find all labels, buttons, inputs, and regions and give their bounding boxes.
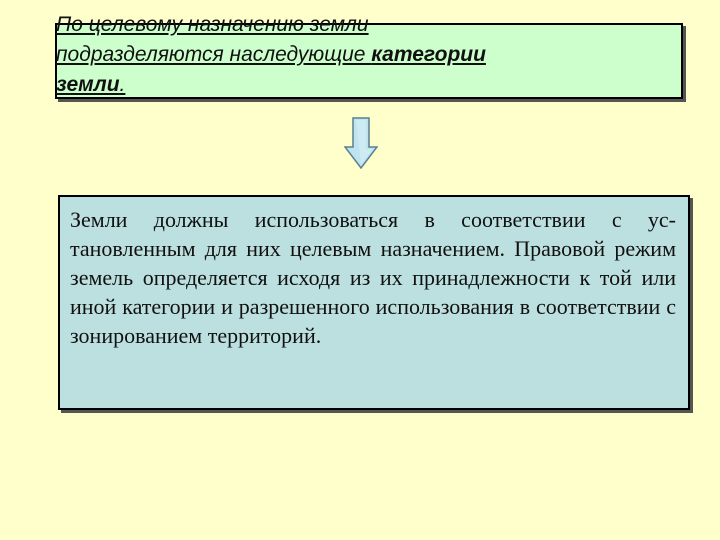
header-line3-suffix: . [119,73,126,96]
header-line3-bold: земли [56,73,120,96]
header-line2-prefix: подразделяются наследующие [56,43,372,66]
header-line1: По целевому назначению земли [56,13,369,36]
header-text [56,10,656,100]
down-arrow-icon [344,117,378,169]
body-box [58,195,690,410]
header-line2-bold: категории [371,43,486,66]
body-text: Земли должны использоваться в соответствии с ус-тановленным для них целевым назначением. Правовой режим земель определяется исходя из их принадлежности к той или иной категории и разрешенного использования в соответствии с зонированием территорий. [70,207,676,348]
